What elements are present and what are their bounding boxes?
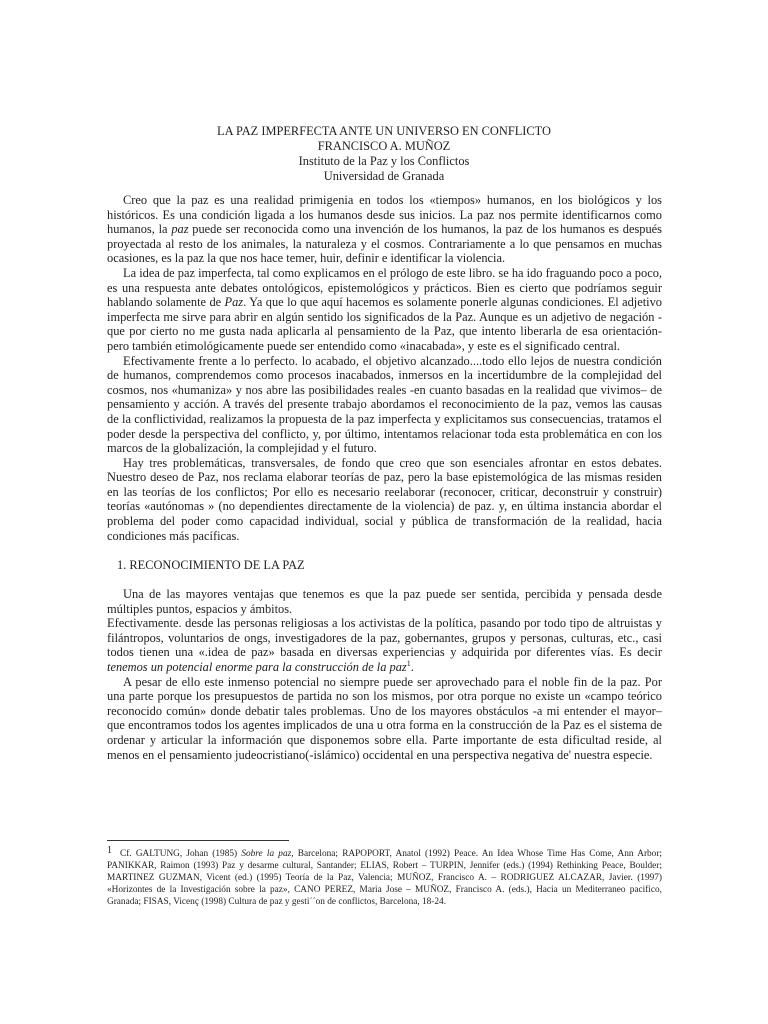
italic-text: Sobre la paz <box>241 849 292 859</box>
footnote-ref[interactable]: 1 <box>406 658 411 668</box>
document-body <box>107 193 662 762</box>
author-name: FRANCISCO A. MUÑOZ <box>317 139 451 153</box>
university-name: Universidad de Granada <box>323 169 445 183</box>
paragraph-4: Hay tres problemáticas, transversales, de fondo que creo que son esenciales afrontar en estos debates. Nuestro deseo de Paz, nos reclama elaborar teorías de paz, pero la base epistemológica de las mismas residen en las teorías de los conflictos; Por ello es necesario reelaborar (reconocer, criticar, deconstruir y construir) teorías «autónomas » (no dependientes directamente de la violencia) de paz. y, en última instancia abordar el problema del poder como capacidad individual, social y pública de transformación de la realidad, hacia condiciones más pacíficas. <box>107 455 662 543</box>
paragraph-1: Creo que la paz es una realidad primigenia en todos los «tiempos» humanos, en los biológicos y los históricos. Es una condición ligada a los humanos desde sus inicios. La paz nos permite identificarnos como humanos, la paz puede ser reconocida como una invención de los humanos, la paz de los humanos es después proyectada al resto de los animales, la naturaleza y el cosmos. Contrariamente a lo que pensamos en muchas ocasiones, es la paz la que nos hace temer, huir, definir e identificar la violencia. <box>107 193 662 266</box>
paragraph-2: La idea de paz imperfecta, tal como explicamos en el prólogo de este libro. se ha ido fraguando poco a poco, es una respuesta ante debates ontológicos, epistemológicos y prácticos. Bien es cierto que podríamos seguir hablando solamente de Paz. Ya que lo que aquí hacemos es solamente ponerle algunas condiciones. El adjetivo imperfecta me sirve para abrir en algún sentido los significados de la Paz. Aunque es un adjetivo de negación -que por cierto no me gusta nada aplicarla al pensamiento de la Paz, que intento liberarla de esa orientación- pero también etimológicamente puede ser entendido como «inacabada», y este es el significado central. <box>107 265 663 353</box>
document-title: LA PAZ IMPERFECTA ANTE UN UNIVERSO EN CONFLICTO <box>217 124 551 138</box>
italic-text: Paz <box>224 295 244 310</box>
paragraph-6: Efectivamente. desde las personas religiosas a los activistas de la política, pasando por todo tipo de altruistas y filántropos, voluntarios de ongs, investigadores de la paz, gobernantes, grupos y personas, culturas, etc., casi todos tienen una «.idea de paz» basada en diversas experiencias y adquirida por diferentes vías. Es decir tenemos un potencial enorme para la construcción de la paz$^1$. <box>107 616 662 674</box>
spacer <box>107 543 662 558</box>
footnote-divider <box>107 840 289 841</box>
footnote: 1 Cf. GALTUNG, Johan (1985) Sobre la paz, Barcelona; RAPOPORT, Anatol (1992) Peace. An Idea Whose Time Has Come, Ann Arbor; PANIKKAR, Raimon (1993) Paz y desarme cultural, Santander; ELIAS, Robert – TURPIN, Jennifer (eds.) (1994) Rethinking Peace, Boulder; MARTINEZ GUZMAN, Vicent (ed.) (1995) Teoría de la Paz, Valencia; MUÑOZ, Francisco A. – RODRIGUEZ ALCAZAR, Javier. (1997) «Horizontes de la Investigación sobre la paz», CANO PEREZ, Maria Jose – MUÑOZ, Francisco A. (eds.), Hacia un Mediterraneo pacifico, Granada; FISAS, Vicenç (1998) Cultura de paz y gesti´´on de conflictos, Barcelona, 18-24. <box>107 845 663 908</box>
italic-text: tenemos un potencial enorme para la construcción de la paz <box>107 660 407 674</box>
paragraph-5: Una de las mayores ventajas que tenemos es que la paz puede ser sentida, percibida y pensada desde múltiples puntos, espacios y ámbitos. <box>107 587 662 616</box>
paragraph-7: A pesar de ello este inmenso potencial no siempre puede ser aprovechado para el noble fin de la paz. Por una parte porque los presupuestos de partida no son los mismos, por otra porque no existe un «campo teórico reconocido común» donde debatir tales problemas. Uno de los mayores obstáculos -a mi entender el mayor– que encontramos todos los agentes implicados de una u otra forma en la construcción de la Paz es el sistema de ordenar y articular la información que disponemos sobre ella. Parte importante de esta dificultad reside, al menos en el pensamiento judeocristiano(-islámico) occidental en una perspectiva negativa de' nuestra especie. <box>107 674 662 762</box>
institute-name: Instituto de la Paz y los Conflictos <box>298 154 470 168</box>
italic-text: paz <box>171 222 189 237</box>
document-header <box>0 124 768 184</box>
footnote-number: 1 <box>107 845 112 856</box>
spacer <box>107 572 662 587</box>
paragraph-3: Efectivamente frente a lo perfecto. lo acabado, el objetivo alcanzado....todo ello lejos de nuestra condición de humanos, comprendemos como procesos inacabados, inmersos en la incertidumbre de la complejidad del cosmos, nos «humaniza» y nos abre las posibilidades reales -en cuanto basadas en la realidad que vivimos– de pensamiento y acción. A través del presente trabajo abordamos el reconocimiento de la paz, vemos las causas de la conflictividad, realizamos la propuesta de la paz imperfecta y explicitamos sus consecuencias, tratamos el poder desde la perspectiva del conflicto, y, por último, intentamos relacionar toda esta problemática en con los marcos de la globalización, la complejidad y el futuro. <box>107 353 662 456</box>
section-heading: 1. RECONOCIMIENTO DE LA PAZ <box>117 557 305 572</box>
